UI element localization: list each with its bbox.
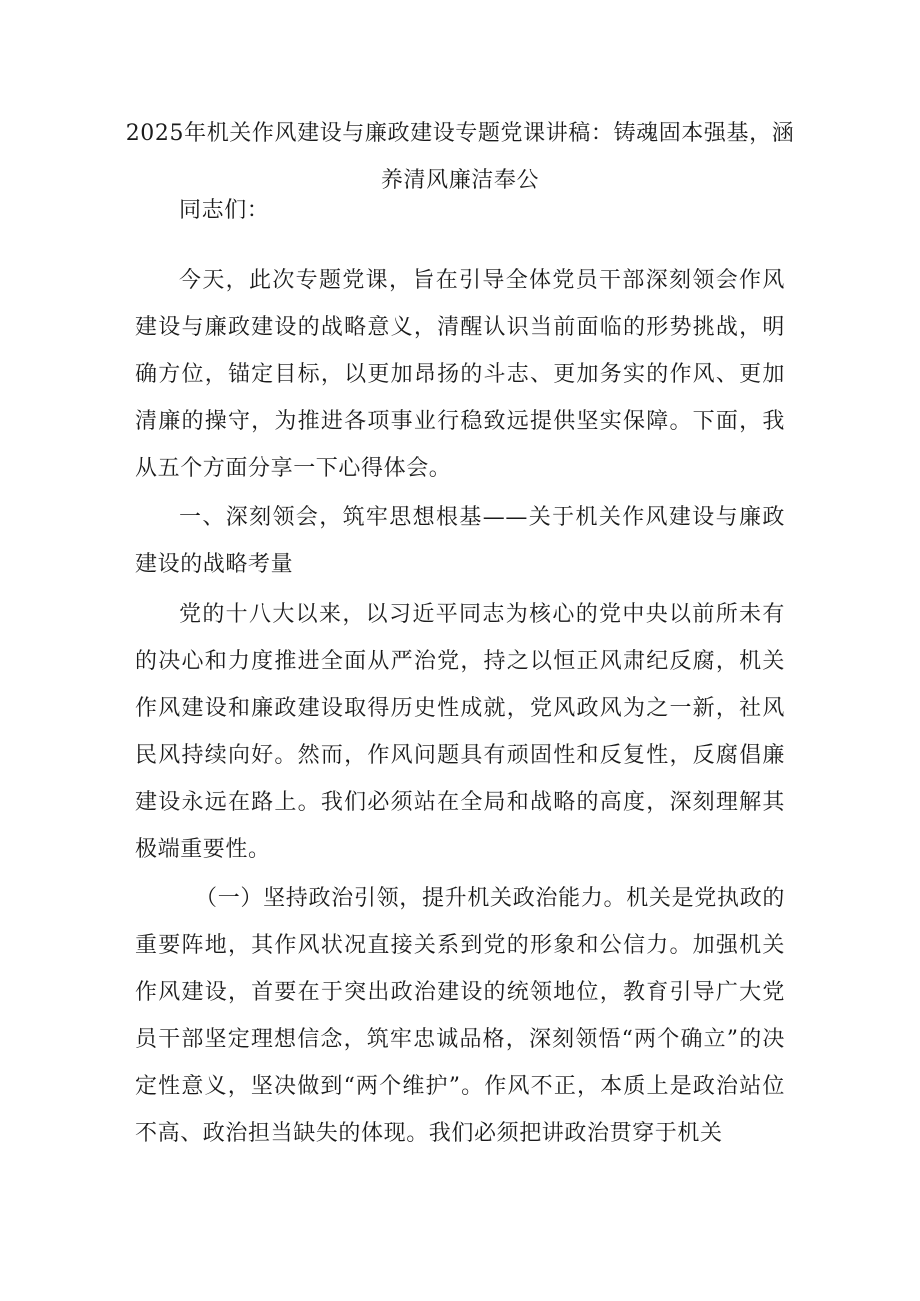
paragraph-background: 党的十八大以来，以习近平同志为核心的党中央以前所未有的决心和力度推进全面从严治党，持之以恒正风肃纪反腐，机关作风建设和廉政建设取得历史性成就，党风政风为之一新，社风民风持续向好。然而，作风问题具有顽固性和反复性，反腐倡廉建设永远在路上。我们必须站在全局和战略的高度，深刻理解其极端重要性。 [135, 602, 785, 862]
salutation: 同志们： [179, 198, 270, 223]
document-title: 2025年机关作风建设与廉政建设专题党课讲稿：铸魂固本强基，涵养清风廉洁奉公 [125, 121, 795, 193]
paragraph-subsection-1: （一）坚持政治引领，提升机关政治能力。机关是党执政的重要阵地，其作风状况直接关系到党的形象和公信力。加强机关作风建设，首要在于突出政治建设的统领地位，教育引导广大党员干部坚定理想信念，筑牢忠诚品格，深刻领悟“两个确立”的决定性意义，坚决做到“两个维护”。作风不正，本质上是政治站位不高、政治担当缺失的体现。我们必须把讲政治贯穿于机关 [135, 886, 785, 1146]
paragraph-intro: 今天，此次专题党课，旨在引导全体党员干部深刻领会作风建设与廉政建设的战略意义，清醒认识当前面临的形势挑战，明确方位，锚定目标，以更加昂扬的斗志、更加务实的作风、更加清廉的操守，为推进各项事业行稳致远提供坚实保障。下面，我从五个方面分享一下心得体会。 [135, 268, 785, 481]
section-heading-1: 一、深刻领会，筑牢思想根基——关于机关作风建设与廉政建设的战略考量 [135, 505, 785, 577]
